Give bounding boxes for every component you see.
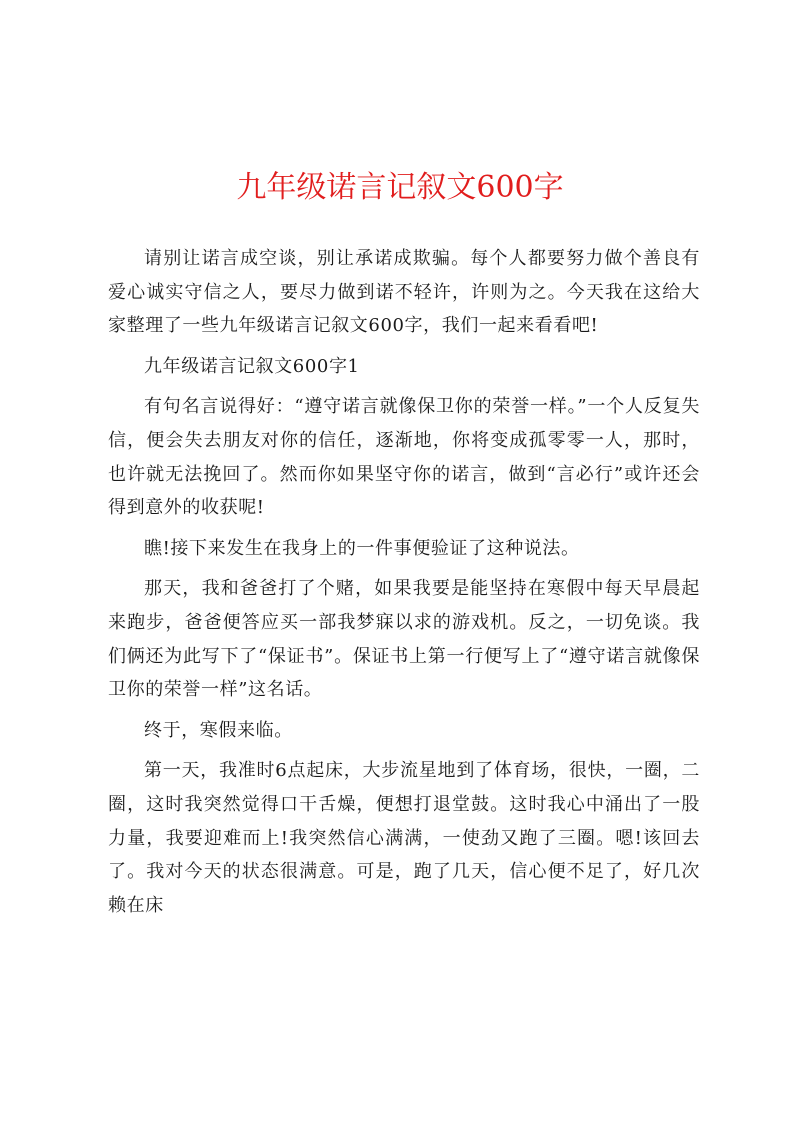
paragraph: 瞧!接下来发生在我身上的一件事便验证了这种说法。 [144,537,580,559]
document-body [108,242,700,929]
document-title: 九年级诺言记叙文600字 [236,170,564,205]
paragraph: 那天，我和爸爸打了个赌，如果我要是能坚持在寒假中每天早晨起来跑步，爸爸便答应买一部我梦寐以求的游戏机。反之，一切免谈。我们俩还为此写下了“保证书”。保证书上第一行便写上了“遵守诺言就像保卫你的荣誉一样”这名话。 [108,578,700,701]
paragraph: 第一天，我准时6点起床，大步流星地到了体育场，很快，一圈，二圈，这时我突然觉得口干舌燥，便想打退堂鼓。这时我心中涌出了一股力量，我要迎难而上!我突然信心满满，一使劲又跑了三圈。嗯!该回去了。我对今天的状态很满意。可是，跑了几天，信心便不足了，好几次赖在床 [108,760,700,916]
section-heading: 九年级诺言记叙文600字1 [144,355,360,377]
paragraph-intro: 请别让诺言成空谈，别让承诺成欺骗。每个人都要努力做个善良有爱心诚实守信之人，要尽力做到诺不轻许，许则为之。今天我在这给大家整理了一些九年级诺言记叙文600字，我们一起来看看吧! [108,248,700,337]
paragraph: 终于，寒假来临。 [144,719,293,741]
paragraph: 有句名言说得好：“遵守诺言就像保卫你的荣誉一样。”一个人反复失信，便会失去朋友对你的信任，逐渐地，你将变成孤零零一人，那时，也许就无法挽回了。然而你如果坚守你的诺言，做到“言必行”或许还会得到意外的收获呢! [108,396,700,519]
